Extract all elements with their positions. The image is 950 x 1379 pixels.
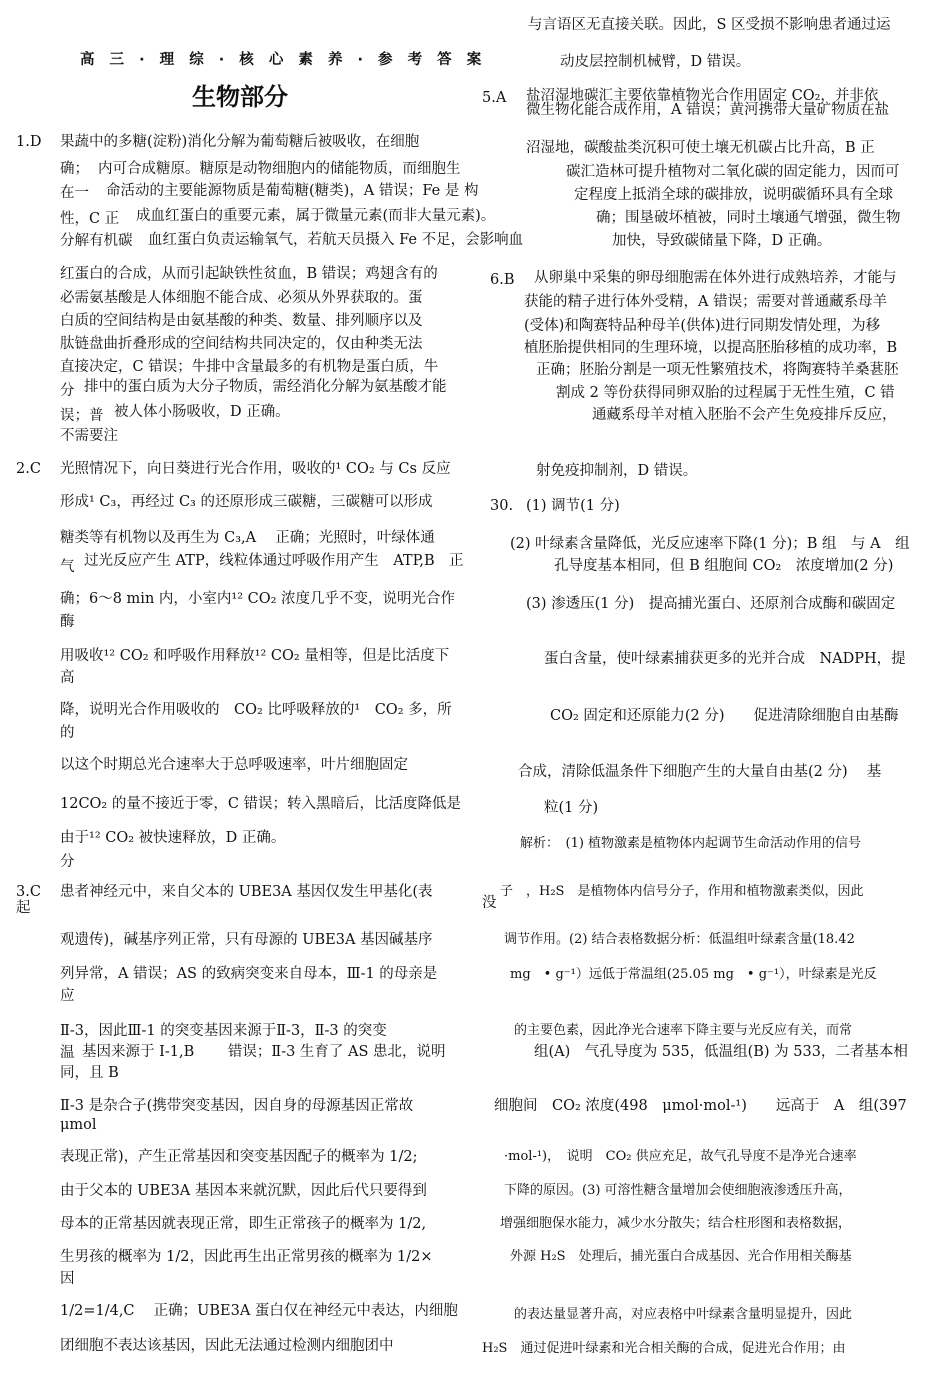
right-text-line: 动皮层控制机械臂，D 错误。 bbox=[560, 54, 751, 70]
left-text-line: 团细胞不表达该基因，因此无法通过检测内细胞团中 bbox=[60, 1338, 394, 1354]
left-text-line: 患者神经元中，来自父本的 UBE3A 基因仅发生甲基化(表 bbox=[60, 884, 433, 900]
left-text-line: 糖类等有机物以及再生为 C₃,A 正确；光照时，叶绿体通 bbox=[60, 530, 435, 546]
right-text-line: H₂S 通过促进叶绿素和光合相关酶的合成，促进光合作用；由 bbox=[482, 1341, 846, 1356]
right-text-line: 微生物化能合成作用，A 错误；黄河携带大量矿物质在盐 bbox=[526, 102, 890, 118]
right-text-line: 蛋白含量，使叶绿素捕获更多的光并合成 NADPH，提 bbox=[544, 651, 906, 667]
right-text-line: CO₂ 固定和还原能力(2 分) 促进清除细胞自由基酶 bbox=[550, 708, 899, 724]
right-text-line: 调节作用。(2) 结合表格数据分析：低温组叶绿素含量(18.42 bbox=[504, 932, 855, 947]
right-text-line: 下降的原因。(3) 可溶性糖含量增加会使细胞液渗透压升高， bbox=[504, 1183, 852, 1198]
left-text-line: 血红蛋白负责运输氧气，若航天员摄入 Fe 不足，会影响血 bbox=[148, 232, 524, 248]
left-text-line: 内可合成糖原。糖原是动物细胞内的储能物质，而细胞生 bbox=[98, 161, 461, 177]
left-text-line: 表现正常)，产生正常基因和突变基因配子的概率为 1/2; bbox=[60, 1149, 418, 1165]
left-text-line: 在一 bbox=[60, 185, 89, 201]
left-text-line: 列异常，A 错误；AS 的致病突变来自母本，Ⅲ-1 的母亲是 bbox=[60, 966, 438, 982]
right-text-line: 粒(1 分) bbox=[544, 800, 599, 816]
page-header-title: 高 三 · 理 综 · 核 心 素 养 · 参 考 答 案 bbox=[80, 52, 487, 68]
right-text-line: 合成，清除低温条件下细胞产生的大量自由基(2 分) 基 bbox=[518, 764, 882, 780]
left-text-line: 降，说明光合作用吸收的 CO₂ 比呼吸释放的¹ CO₂ 多，所 bbox=[60, 702, 452, 718]
right-text-line: 6.B bbox=[490, 272, 515, 288]
right-text-line: 沼湿地，碳酸盐类沉积可使土壤无机碳占比升高，B 正 bbox=[526, 140, 875, 156]
right-text-line: ·mol-¹)， 说明 CO₂ 供应充足，故气孔导度不是净光合速率 bbox=[504, 1149, 857, 1164]
right-text-line: 解析： (1) 植物激素是植物体内起调节生命活动作用的信号 bbox=[520, 836, 862, 851]
right-text-line: 射免疫抑制剂，D 错误。 bbox=[536, 463, 698, 479]
right-text-line: 与言语区无直接关联。因此，S 区受损不影响患者通过运 bbox=[528, 17, 891, 33]
right-text-line: 组(A) 气孔导度为 535，低温组(B) 为 533，二者基本相 bbox=[534, 1044, 908, 1060]
left-text-line: 必需氨基酸是人体细胞不能合成、必须从外界获取的。蛋 bbox=[60, 290, 423, 306]
right-text-line: 确；围垦破坏植被，同时土壤通气增强，微生物 bbox=[596, 210, 901, 226]
left-text-line: 12CO₂ 的量不接近于零，C 错误；转入黑暗后，比活度降低是 bbox=[60, 796, 462, 812]
left-text-line: 以这个时期总光合速率大于总呼吸速率，叶片细胞固定 bbox=[60, 757, 408, 773]
left-text-line: 用吸收¹² CO₂ 和呼吸作用释放¹² CO₂ 量相等，但是比活度下 bbox=[60, 648, 450, 664]
left-text-line: 不需要注 bbox=[60, 428, 118, 444]
left-text-line: 基因来源于 I-1,B 错误；Ⅱ-3 生育了 AS 患北，说明 bbox=[82, 1044, 446, 1060]
left-text-line: 性，C 正 bbox=[60, 211, 120, 227]
right-text-line: 的表达量显著升高，对应表格中叶绿素含量明显提升，因此 bbox=[514, 1307, 853, 1322]
left-text-line: 应 bbox=[60, 988, 75, 1004]
right-text-line: 的主要色素，因此净光合速率下降主要与光反应有关，而常 bbox=[514, 1023, 853, 1038]
left-text-line: 2.C bbox=[16, 461, 41, 477]
left-text-line: 白质的空间结构是由氨基酸的种类、数量、排列顺序以及 bbox=[60, 313, 423, 329]
left-text-line: 红蛋白的合成，从而引起缺铁性贫血，B 错误；鸡翅含有的 bbox=[60, 266, 438, 282]
left-text-line: 直接决定，C 错误；牛排中含量最多的有机物是蛋白质，牛 bbox=[60, 359, 439, 375]
right-text-line: 加快，导致碳储量下降，D 正确。 bbox=[612, 233, 832, 249]
left-text-line: 1/2=1/4,C 正确；UBE3A 蛋白仅在神经元中表达，内细胞 bbox=[60, 1303, 458, 1319]
left-text-line: 命活动的主要能源物质是葡萄糖(糖类)，A 错误；Fe 是 构 bbox=[106, 183, 479, 199]
left-text-line: 观遗传)，碱基序列正常，只有母源的 UBE3A 基因碱基序 bbox=[60, 932, 433, 948]
left-text-line: 因 bbox=[60, 1271, 75, 1287]
right-text-line: 增强细胞保水能力，减少水分散失；结合柱形图和表格数据， bbox=[500, 1216, 852, 1231]
left-text-line: 母本的正常基因就表现正常，即生正常孩子的概率为 1/2, bbox=[60, 1216, 427, 1232]
right-text-line: 子 ，H₂S 是植物体内信号分子，作用和植物激素类似，因此 bbox=[500, 884, 864, 899]
left-text-line: 1.D bbox=[16, 134, 42, 150]
left-text-line: 果蔬中的多糖(淀粉)消化分解为葡萄糖后被吸收，在细胞 bbox=[60, 134, 420, 150]
left-text-line: 确；6～8 min 内，小室内¹² CO₂ 浓度几乎不变，说明光合作 bbox=[60, 591, 456, 607]
right-text-line: 细胞间 CO₂ 浓度(498 μmol·mol-¹) 远高于 A 组(397 bbox=[494, 1098, 907, 1114]
right-text-line: (2) 叶绿素含量降低，光反应速率下降(1 分)；B 组 与 A 组 bbox=[510, 536, 910, 552]
right-text-line: (3) 渗透压(1 分) 提高捕光蛋白、还原剂合成酶和碳固定 bbox=[526, 596, 896, 612]
right-text-line: 通藏系母羊对植入胚胎不会产生免疫排斥反应， bbox=[592, 407, 897, 423]
left-text-line: 3.C bbox=[16, 884, 41, 900]
section-heading: 生物部分 bbox=[192, 83, 288, 111]
left-text-line: 酶 bbox=[60, 614, 75, 630]
left-text-line: μmol bbox=[60, 1117, 97, 1133]
right-text-line: 孔导度基本相同，但 B 组胞间 CO₂ 浓度增加(2 分) bbox=[554, 558, 894, 574]
left-text-line: 成血红蛋白的重要元素，属于微量元素(而非大量元素)。 bbox=[136, 208, 496, 224]
right-text-line: 正确；胚胎分割是一项无性繁殖技术，将陶赛特羊桑葚胚 bbox=[536, 362, 899, 378]
left-text-line: 光照情况下，向日葵进行光合作用，吸收的¹ CO₂ 与 Cs 反应 bbox=[60, 461, 451, 477]
left-text-line: 分 bbox=[60, 854, 75, 870]
left-text-line: 分解有机碳 bbox=[60, 233, 133, 249]
right-text-line: 5.A bbox=[482, 90, 507, 106]
left-text-line: 同，且 B bbox=[60, 1065, 119, 1081]
right-text-line: mg • g⁻¹）远低于常温组(25.05 mg • g⁻¹），叶绿素是光反 bbox=[510, 967, 877, 982]
right-text-line: (1) 调节(1 分) bbox=[526, 498, 620, 514]
left-text-line: 气 bbox=[60, 559, 75, 575]
right-text-line: 植胚胎提供相同的生理环境，以提高胚胎移植的成功率，B bbox=[524, 340, 898, 356]
left-text-line: 高 bbox=[60, 670, 75, 686]
left-text-line: 排中的蛋白质为大分子物质，需经消化分解为氨基酸才能 bbox=[84, 379, 447, 395]
right-text-line: 30. bbox=[490, 498, 514, 514]
left-text-line: 由于父本的 UBE3A 基因本来就沉默，因此后代只要得到 bbox=[60, 1183, 427, 1199]
right-text-line: 碳汇造林可提升植物对二氧化碳的固定能力，因而可 bbox=[566, 164, 900, 180]
right-text-line: 定程度上抵消全球的碳排放，说明碳循环具有全球 bbox=[574, 187, 893, 203]
left-text-line: 生男孩的概率为 1/2，因此再生出正常男孩的概率为 1/2× bbox=[60, 1249, 433, 1265]
left-text-line: 误；普 bbox=[60, 408, 104, 424]
left-text-line: Ⅱ-3 是杂合子(携带突变基因，因自身的母源基因正常故 bbox=[60, 1098, 414, 1114]
right-text-line: (受体)和陶赛特品种母羊(供体)进行同期发情处理，为移 bbox=[524, 318, 881, 334]
right-text-line: 盐沼湿地碳汇主要依靠植物光合作用固定 CO₂，并非依 bbox=[526, 88, 879, 104]
left-text-line: 过光反应产生 ATP，线粒体通过呼吸作用产生 ATP,B 正 bbox=[84, 553, 464, 569]
right-text-line: 获能的精子进行体外受精，A 错误；需要对普通藏系母羊 bbox=[524, 294, 888, 310]
left-text-line: 形成¹ C₃，再经过 C₃ 的还原形成三碳糖，三碳糖可以形成 bbox=[60, 494, 433, 510]
right-text-line: 外源 H₂S 处理后，捕光蛋白合成基因、光合作用相关酶基 bbox=[510, 1249, 852, 1264]
left-text-line: 肽链盘曲折叠形成的空间结构共同决定的，仅由种类无法 bbox=[60, 336, 423, 352]
left-text-line: 温 bbox=[60, 1045, 75, 1061]
left-text-line: 的 bbox=[60, 725, 75, 741]
right-text-line: 割成 2 等份获得同卵双胎的过程属于无性生殖，C 错 bbox=[556, 385, 895, 401]
left-text-line: 分 bbox=[60, 383, 75, 399]
left-text-line: 确； bbox=[60, 161, 89, 177]
left-text-line: 被人体小肠吸收，D 正确。 bbox=[114, 404, 290, 420]
left-text-line: Ⅱ-3，因此Ⅲ-1 的突变基因来源于Ⅱ-3，Ⅱ-3 的突变 bbox=[60, 1023, 387, 1039]
right-text-line: 没 bbox=[482, 895, 497, 911]
left-text-line: 由于¹² CO₂ 被快速释放，D 正确。 bbox=[60, 830, 286, 846]
right-text-line: 从卵巢中采集的卵母细胞需在体外进行成熟培养，才能与 bbox=[534, 270, 897, 286]
left-text-line: 起 bbox=[16, 900, 31, 916]
